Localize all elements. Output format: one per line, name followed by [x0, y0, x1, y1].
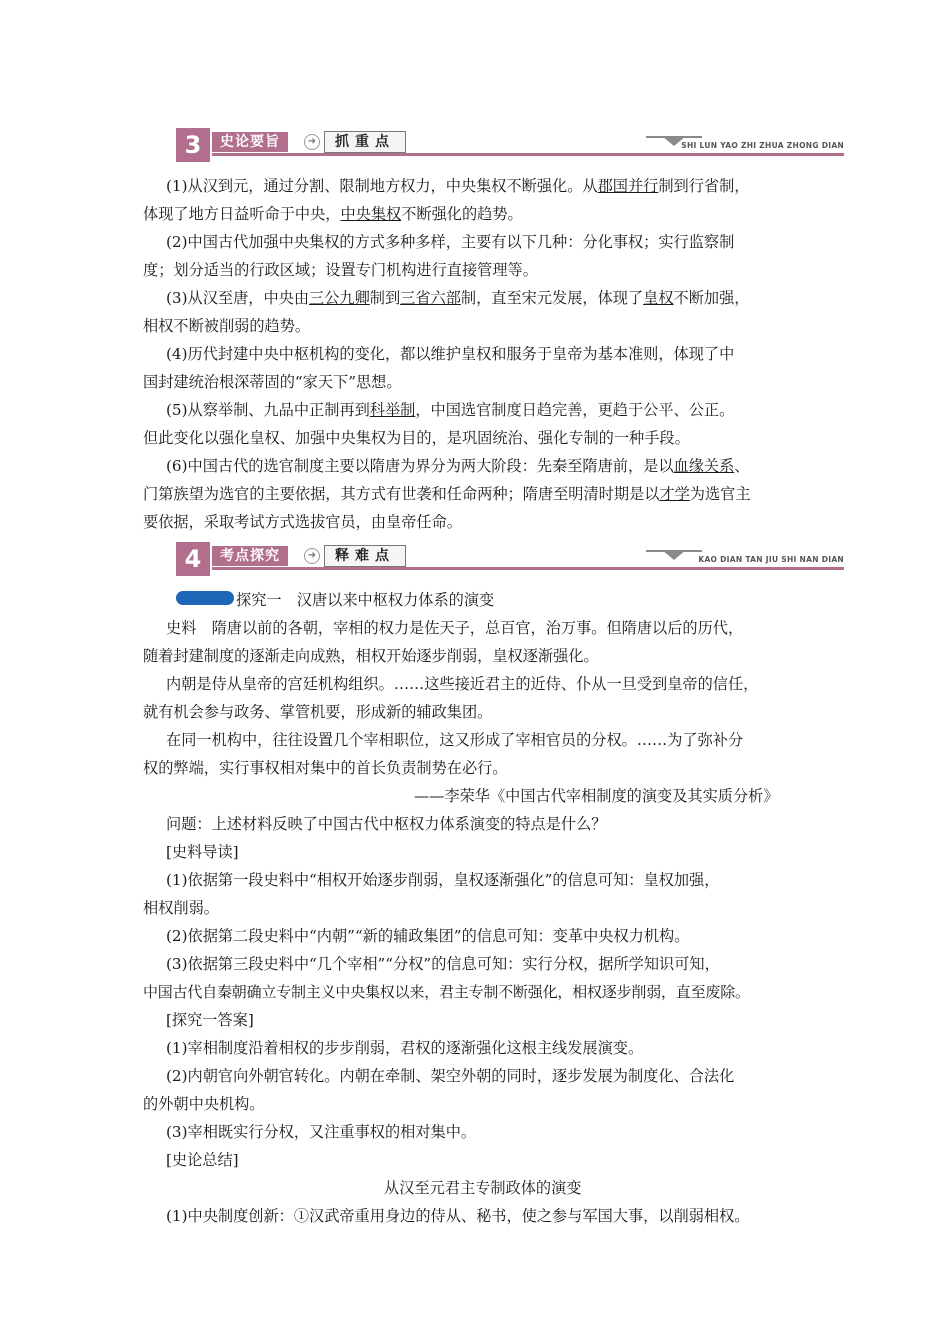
paragraph-4-line-1: (4)历代封建中央中枢机构的变化，都以维护皇权和服务于皇帝为基本准则，体现了中 [166, 345, 735, 363]
question: 问题：上述材料反映了中国古代中枢权力体系演变的特点是什么？ [166, 815, 607, 833]
source-3-line-2: 权的弊端，实行事权相对集中的首长负责制势在必行。 [143, 759, 508, 777]
source-1-line-2: 随着封建制度的逐渐走向成熟，相权开始逐步削弱，皇权逐渐强化。 [143, 647, 599, 665]
citation: ——李荣华《中国古代宰相制度的演变及其实质分析》 [414, 787, 779, 805]
paragraph-5-line-2: 但此变化以强化皇权、加强中央集权为目的，是巩固统治、强化专制的一种手段。 [143, 429, 690, 447]
answer-1: (1)宰相制度沿着相权的步步削弱，君权的逐渐强化这根主线发展演变。 [166, 1039, 644, 1057]
section-sublabel: 抓重点 [324, 131, 406, 153]
section-label: 史论要旨 [212, 132, 288, 152]
guide-1-line-1: (1)依据第一段史料中“相权开始逐步削弱，皇权逐渐强化”的信息可知：皇权加强， [166, 871, 720, 889]
guide-3-line-2: 中国古代自秦朝确立专制主义中央集权以来，君主专制不断强化，相权逐步削弱，直至废除。 [143, 983, 750, 1001]
section-label: 考点探究 [212, 546, 288, 566]
banner-ornament-arrow [662, 550, 686, 560]
section-pinyin: KAO DIAN TAN JIU SHI NAN DIAN [698, 555, 844, 564]
paragraph-1-line-1: (1)从汉到元，通过分割、限制地方权力，中央集权不断强化。从郡国并行制到行省制， [166, 177, 750, 195]
keyword: 才学 [659, 485, 690, 503]
paragraph-6-line-1: (6)中国古代的选官制度主要以隋唐为界分为两大阶段：先秦至隋唐前，是以血缘关系、 [166, 457, 750, 475]
section-banner-4 [176, 542, 844, 576]
keyword: 三公九卿 [309, 289, 370, 307]
paragraph-3-line-2: 相权不断被削弱的趋势。 [143, 317, 311, 335]
banner-divider [212, 153, 844, 156]
section-number: 3 [176, 128, 210, 162]
answer-2-line-2: 的外朝中央机构。 [143, 1095, 265, 1113]
guide-3-line-1: (3)依据第三段史料中“几个宰相”“分权”的信息可知：实行分权，据所学知识可知， [166, 955, 720, 973]
summary-title: 从汉至元君主专制政体的演变 [384, 1179, 582, 1197]
answer-3: (3)宰相既实行分权，又注重事权的相对集中。 [166, 1123, 477, 1141]
paragraph-5-line-1: (5)从察举制、九品中正制再到科举制，中国选官制度日趋完善，更趋于公平、公正。 [166, 401, 735, 419]
section-sublabel: 释难点 [324, 545, 406, 567]
section-banner-3 [176, 128, 844, 162]
paragraph-2-line-2: 度；划分适当的行政区域；设置专门机构进行直接管理等。 [143, 261, 538, 279]
keyword: 三省六部 [400, 289, 461, 307]
keyword: 郡国并行 [597, 177, 659, 195]
summary-1: (1)中央制度创新：①汉武帝重用身边的侍从、秘书，使之参与军国大事，以削弱相权。 [166, 1207, 750, 1225]
guide-heading: [史料导读] [166, 843, 239, 861]
section-pinyin: SHI LUN YAO ZHI ZHUA ZHONG DIAN [681, 141, 844, 150]
answer-heading: [探究一答案] [166, 1011, 254, 1029]
explore-title: 探究一 汉唐以来中枢权力体系的演变 [236, 591, 495, 609]
source-1-line-1: 史料 隋唐以前的各朝，宰相的权力是佐天子，总百官，治万事。但隋唐以后的历代， [166, 619, 744, 637]
section-number: 4 [176, 542, 210, 576]
guide-1-line-2: 相权削弱。 [143, 899, 219, 917]
keyword: 中央集权 [340, 205, 402, 223]
arrow-circle-icon: ➜ [304, 134, 320, 150]
keyword: 血缘关系 [673, 457, 735, 475]
arrow-circle-icon: ➜ [304, 548, 320, 564]
keyword: 皇权 [643, 289, 674, 307]
paragraph-6-line-2: 门第族望为选官的主要依据，其方式有世袭和任命两种；隋唐至明清时期是以才学为选官主 [143, 485, 751, 503]
paragraph-1-line-2: 体现了地方日益听命于中央，中央集权不断强化的趋势。 [143, 205, 523, 223]
source-2-line-2: 就有机会参与政务、掌管机要，形成新的辅政集团。 [143, 703, 493, 721]
banner-divider [212, 567, 844, 570]
paragraph-3-line-1: (3)从汉至唐，中央由三公九卿制到三省六部制，直至宋元发展，体现了皇权不断加强， [166, 289, 750, 307]
paragraph-2-line-1: (2)中国古代加强中央集权的方式多种多样，主要有以下几种：分化事权；实行监察制 [166, 233, 735, 251]
paragraph-4-line-2: 国封建统治根深蒂固的“家天下”思想。 [143, 373, 402, 391]
answer-2-line-1: (2)内朝官向外朝官转化。内朝在牵制、架空外朝的同时，逐步发展为制度化、合法化 [166, 1067, 735, 1085]
keyword: 科举制 [369, 401, 416, 419]
source-3-line-1: 在同一机构中，往往设置几个宰相职位，这又形成了宰相官员的分权。……为了弥补分 [166, 731, 744, 749]
paragraph-6-line-3: 要依据，采取考试方式选拔官员，由皇帝任命。 [143, 513, 462, 531]
guide-2: (2)依据第二段史料中“内朝”“新的辅政集团”的信息可知：变革中央权力机构。 [166, 927, 690, 945]
source-2-line-1: 内朝是侍从皇帝的宫廷机构组织。……这些接近君主的近侍、仆从一旦受到皇帝的信任， [166, 675, 759, 693]
explore-tab-marker [176, 591, 234, 605]
summary-heading: [史论总结] [166, 1151, 239, 1169]
